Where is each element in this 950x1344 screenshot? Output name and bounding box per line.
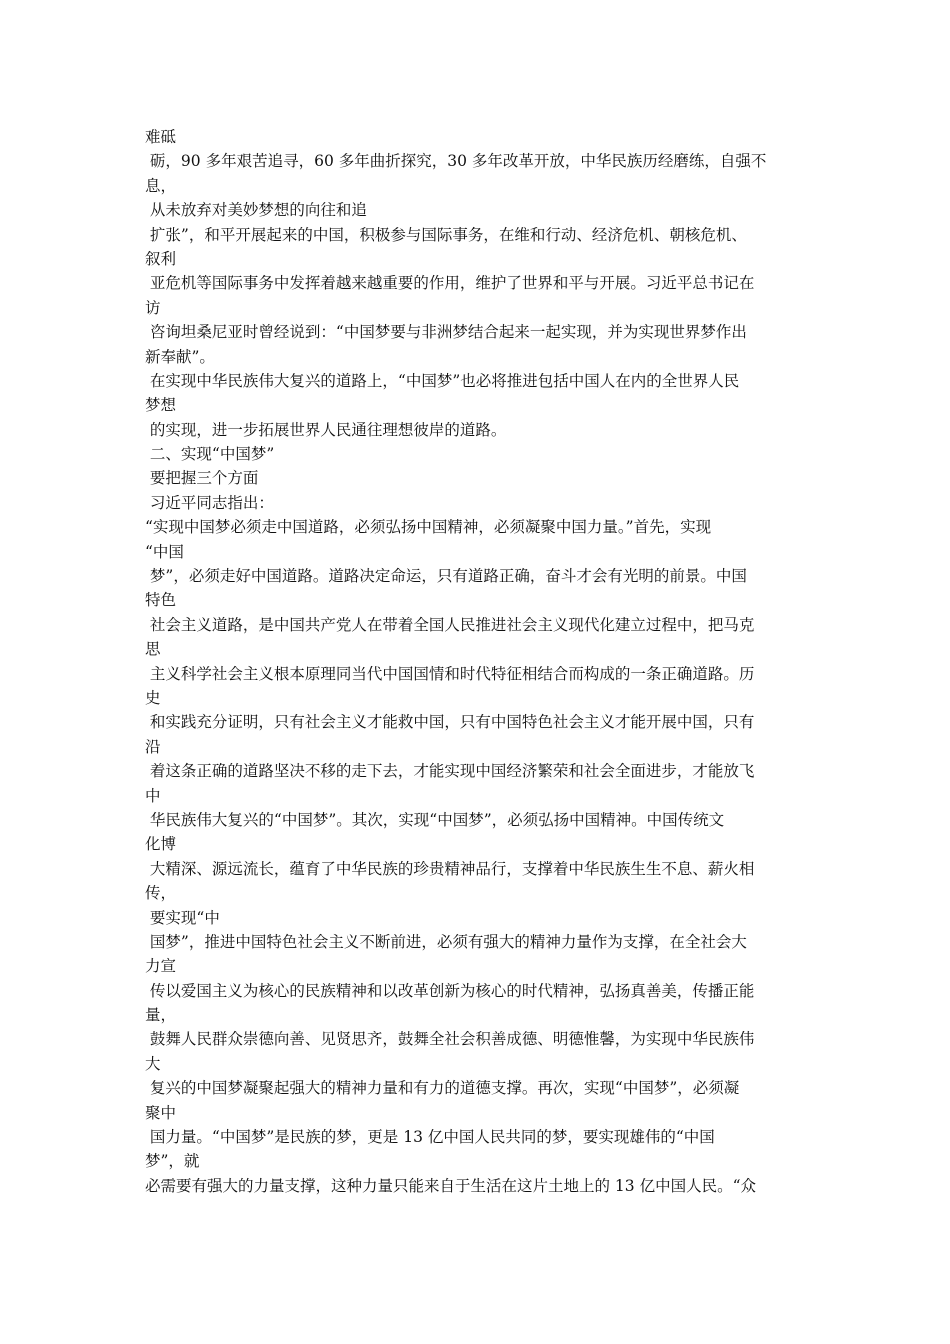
text-line: 复兴的中国梦凝聚起强大的精神力量和有力的道德支撑。再次，实现“中国梦”，必须凝	[145, 1079, 740, 1098]
text-line: 必需要有强大的力量支撑，这种力量只能来自于生活在这片土地上的 13 亿中国人民。“众	[145, 1176, 757, 1195]
text-line: 息，	[145, 176, 177, 195]
text-line: 新奉献”。	[145, 347, 215, 366]
document-body	[145, 125, 810, 1198]
text-line: 叙利	[145, 249, 177, 268]
text-line: 国梦”，推进中国特色社会主义不断前进，必须有强大的精神力量作为支撑，在全社会大	[145, 932, 747, 951]
text-line: 社会主义道路，是中国共产党人在带着全国人民推进社会主义现代化建立过程中，把马克	[145, 615, 755, 634]
text-line: 大精深、源远流长，蕴育了中华民族的珍贵精神品行，支撑着中华民族生生不息、薪火相	[145, 859, 755, 878]
text-line: 二、实现“中国梦”	[145, 445, 275, 464]
text-line: 要把握三个方面	[145, 469, 259, 488]
text-line: 思	[145, 640, 161, 659]
text-line: 大	[145, 1054, 161, 1073]
text-line: 华民族伟大复兴的“中国梦”。其次，实现“中国梦”，必须弘扬中国精神。中国传统文	[145, 810, 725, 829]
text-line: 力宣	[145, 957, 177, 976]
text-line: 国力量。“中国梦”是民族的梦，更是 13 亿中国人民共同的梦，要实现雄伟的“中国	[145, 1128, 715, 1147]
text-line: 鼓舞人民群众崇德向善、见贤思齐，鼓舞全社会积善成德、明德惟馨，为实现中华民族伟	[145, 1030, 755, 1049]
text-line: 扩张”，和平开展起来的中国，积极参与国际事务，在维和行动、经济危机、朝核危机、	[145, 225, 747, 244]
text-line: 量，	[145, 1006, 177, 1025]
text-line: 习近平同志指出：	[145, 493, 274, 512]
text-line: 史	[145, 688, 161, 707]
text-line: 传以爱国主义为核心的民族精神和以改革创新为核心的时代精神，弘扬真善美，传播正能	[145, 981, 755, 1000]
text-line: “实现中国梦必须走中国道路，必须弘扬中国精神，必须凝聚中国力量。”首先，实现	[145, 518, 712, 537]
text-line: 着这条正确的道路坚决不移的走下去，才能实现中国经济繁荣和社会全面进步，才能放飞	[145, 762, 755, 781]
text-line: 要实现“中	[145, 908, 220, 927]
text-line: 砺，90 多年艰苦追寻，60 多年曲折探究，30 多年改革开放，中华民族历经磨练，自强不	[145, 152, 767, 171]
text-line: 和实践充分证明，只有社会主义才能救中国，只有中国特色社会主义才能开展中国，只有	[145, 713, 755, 732]
text-line: 难砥	[145, 128, 177, 146]
text-line: 中	[145, 786, 161, 805]
text-line: 亚危机等国际事务中发挥着越来越重要的作用，维护了世界和平与开展。习近平总书记在	[145, 274, 755, 293]
text-line: 主义科学社会主义根本原理同当代中国国情和时代特征相结合而构成的一条正确道路。历	[145, 664, 755, 683]
text-line: 的实现，进一步拓展世界人民通往理想彼岸的道路。	[145, 420, 507, 439]
text-line: 从未放弃对美妙梦想的向往和追	[145, 201, 367, 220]
text-line: 梦”，就	[145, 1152, 200, 1171]
text-line: 咨询坦桑尼亚时曾经说到：“中国梦要与非洲梦结合起来一起实现，并为实现世界梦作出	[145, 323, 747, 342]
text-line: 传，	[145, 884, 177, 903]
text-line: 访	[145, 298, 161, 317]
text-line: 沿	[145, 737, 161, 756]
text-line: 化博	[145, 835, 177, 854]
text-line: 在实现中华民族伟大复兴的道路上，“中国梦”也必将推进包括中国人在内的全世界人民	[145, 371, 740, 390]
text-line: “中国	[145, 542, 184, 561]
text-line: 聚中	[145, 1103, 177, 1122]
text-line: 梦想	[145, 396, 177, 415]
text-line: 梦”，必须走好中国道路。道路决定命运，只有道路正确，奋斗才会有光明的前景。中国	[145, 567, 747, 586]
text-line: 特色	[145, 591, 177, 610]
